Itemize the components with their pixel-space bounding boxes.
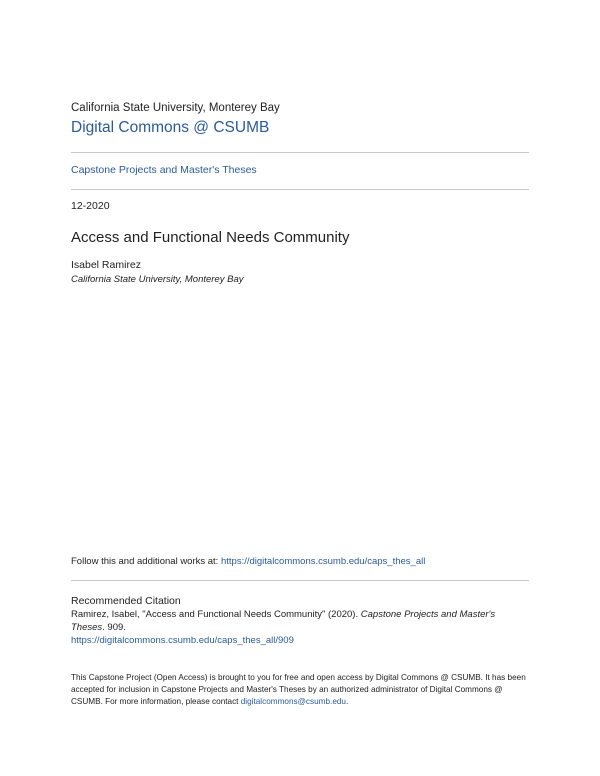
publication-date: 12-2020 (71, 200, 110, 212)
follow-line (71, 556, 425, 567)
author-name: Isabel Ramirez (71, 259, 142, 271)
divider (71, 189, 529, 190)
follow-text: Follow this and additional works at: (71, 556, 221, 567)
repository-link[interactable]: Digital Commons @ CSUMB (71, 119, 270, 136)
divider (71, 580, 529, 581)
contact-email-link[interactable]: digitalcommons@csumb.edu (240, 696, 346, 706)
collection-link[interactable]: Capstone Projects and Master's Theses (71, 164, 257, 176)
access-notice (71, 672, 529, 707)
citation-link[interactable]: https://digitalcommons.csumb.edu/caps_thes_all/909 (71, 635, 294, 646)
citation-text (71, 608, 529, 647)
document-title: Access and Functional Needs Community (71, 229, 350, 246)
author-affiliation: California State University, Monterey Bay (71, 274, 244, 285)
notice-text: This Capstone Project (Open Access) is brought to you for free and open access by Digital Commons @ CSUMB. It has been accepted for inclusion in Capstone Projects and Master's Theses by an authorized administrator of Digital Commons @ CSUMB. For more information, please contact (71, 673, 526, 706)
institution-name: California State University, Monterey Bay (71, 102, 280, 114)
citation-lead: Ramirez, Isabel, "Access and Functional Needs Community" (2020). (71, 609, 361, 620)
citation-series: Capstone Projects and Master's Theses (71, 609, 496, 633)
notice-end: . (345, 696, 349, 706)
follow-link[interactable]: https://digitalcommons.csumb.edu/caps_thes_all (220, 556, 426, 567)
recommended-citation-heading: Recommended Citation (71, 595, 181, 607)
divider (71, 152, 529, 153)
citation-tail: . 909. (102, 622, 126, 633)
